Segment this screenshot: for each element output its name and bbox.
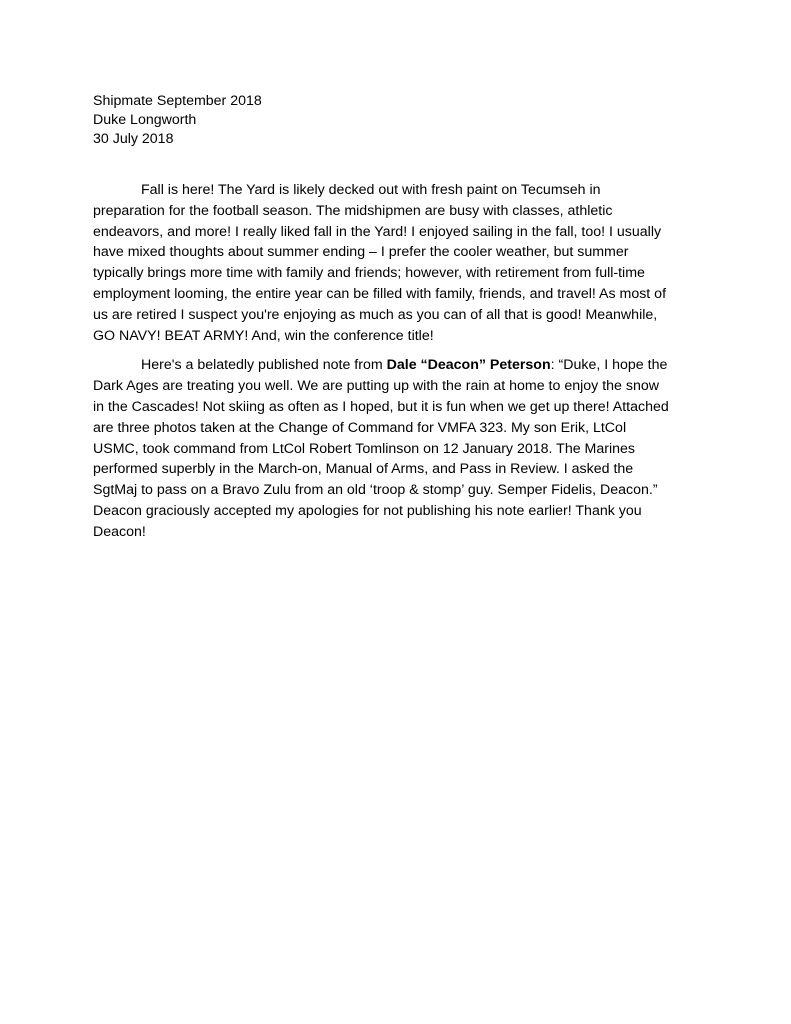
publication-line: Shipmate September 2018 <box>93 93 262 109</box>
date-line: 30 July 2018 <box>93 131 174 147</box>
document-header <box>93 92 262 149</box>
contributor-name: Dale “Deacon” Peterson <box>386 357 551 374</box>
paragraph-2 <box>93 355 673 542</box>
paragraph-1: Fall is here! The Yard is likely decked out with fresh paint on Tecumseh in preparation for the football season. The midshipmen are busy with classes, athletic endeavors, and more! I really liked fall in the Yard! I enjoyed sailing in the fall, too! I usually have mixed thoughts about summer ending – I prefer the cooler weather, but summer typically brings more time with family and friends; however, with retirement from full-time employment looming, the entire year can be filled with family, friends, and travel! As most of us are retired I suspect you're enjoying as much as you can of all that is good! Meanwhile, GO NAVY! BEAT ARMY! And, win the conference title! <box>93 182 667 344</box>
paragraph-2-intro: Here's a belatedly published note from <box>141 357 387 374</box>
paragraph-2-quote: : “Duke, I hope the Dark Ages are treating you well. We are putting up with the rain at home to enjoy the snow in the Cascades! Not skiing as often as I hoped, but it is fun when we get up there! Attached are three photos taken at the Change of Command for VMFA 323. My son Erik, LtCol USMC, took command from LtCol Robert Tomlinson on 12 January 2018. The Marines performed superbly in the March-on, Manual of Arms, and Pass in Review. I asked the SgtMaj to pass on a Bravo Zulu from an old ‘troop & stomp’ guy. Semper Fidelis, Deacon.” Deacon graciously accepted my apologies for not publishing his note earlier! Thank you Deacon! <box>93 357 669 540</box>
document-body <box>93 180 673 552</box>
author-line: Duke Longworth <box>93 112 197 128</box>
